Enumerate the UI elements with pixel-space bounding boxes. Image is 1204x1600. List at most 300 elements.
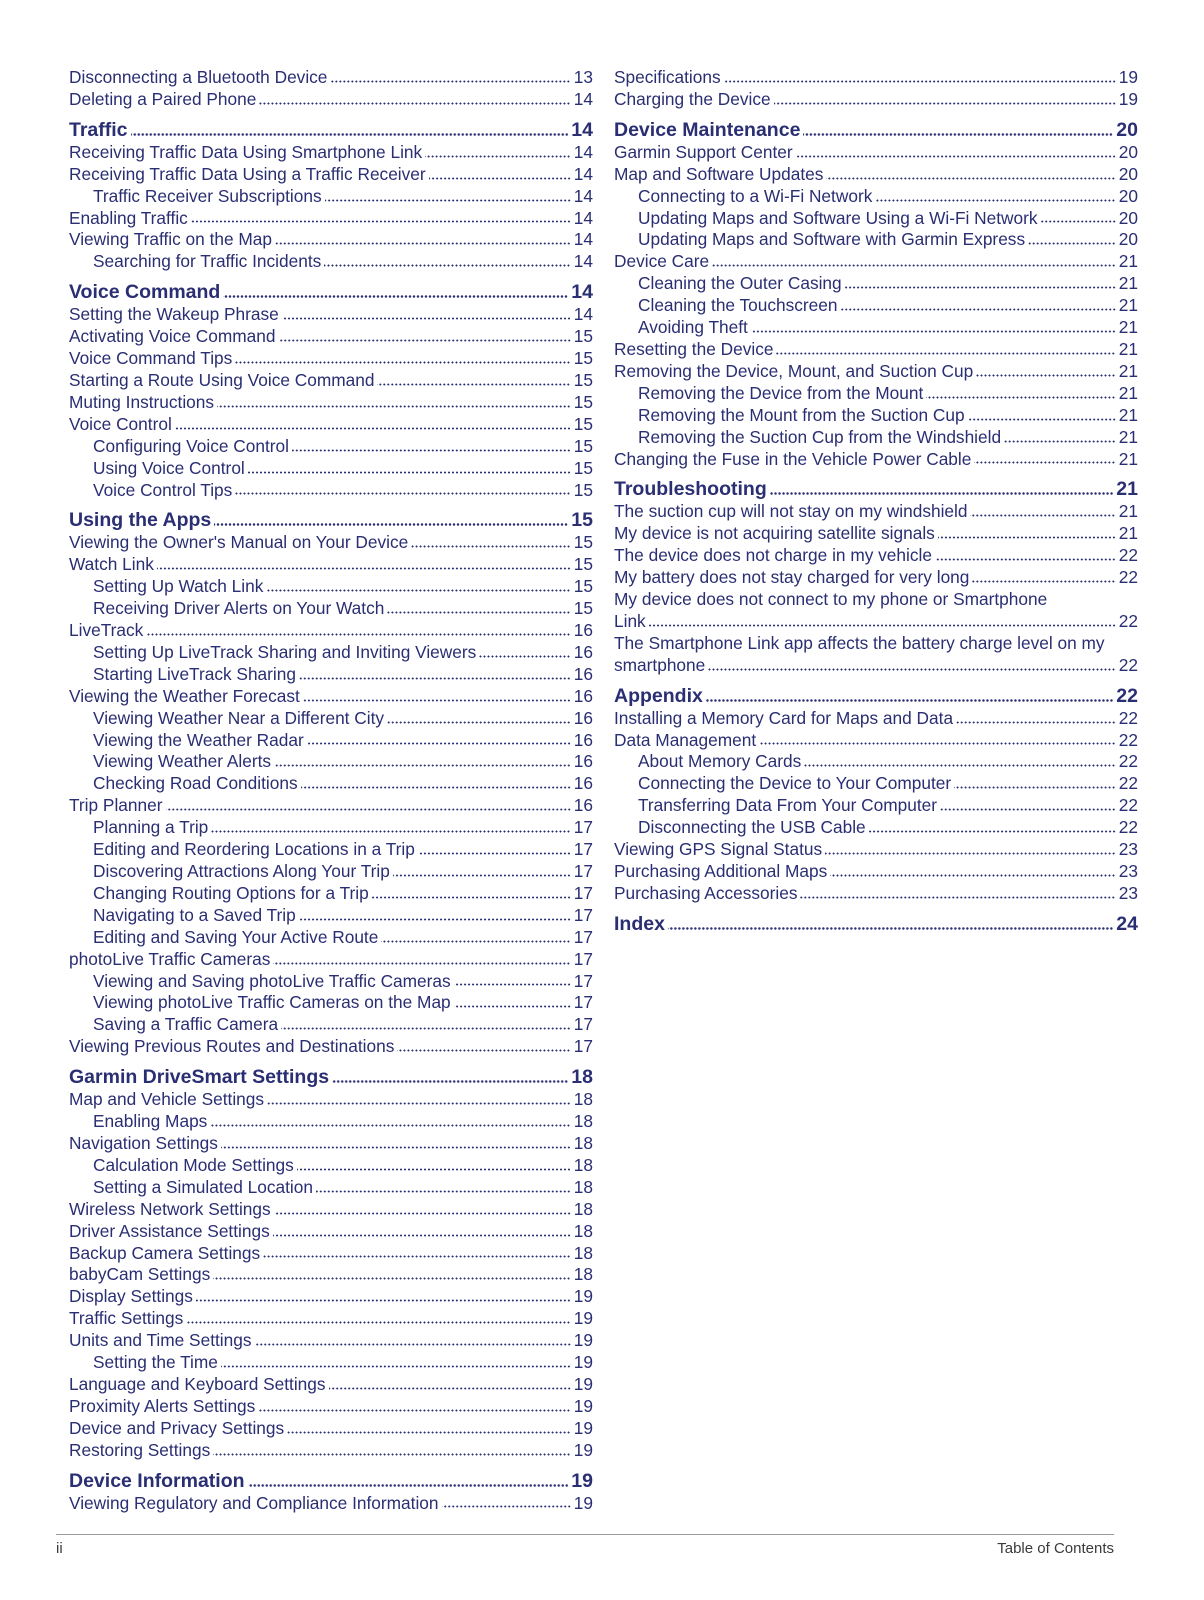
toc-entry-title: Changing Routing Options for a Trip [93, 882, 369, 903]
toc-entry-title: Units and Time Settings [69, 1330, 252, 1351]
toc-page-number: 15 [571, 509, 593, 532]
toc-entry-changing-routing-options-for-a-trip[interactable] [69, 883, 593, 905]
toc-entry-title: Using Voice Control [93, 457, 245, 478]
toc-page-number: 14 [573, 141, 593, 162]
toc-entry-title: Changing the Fuse in the Vehicle Power Cable [614, 448, 972, 469]
toc-page-number: 20 [1116, 118, 1138, 141]
dot-leader [381, 939, 570, 944]
dot-leader [175, 426, 571, 431]
toc-entry-title: Restoring Settings [69, 1439, 211, 1460]
dot-leader [875, 198, 1115, 203]
toc-entry-viewing-weather-alerts[interactable] [69, 751, 593, 773]
toc-page-number: 21 [1118, 382, 1138, 403]
toc-page-number: 17 [573, 904, 593, 925]
toc-entry-title: photoLive Traffic Cameras [69, 948, 271, 969]
dot-leader [442, 1504, 571, 1509]
toc-page-number: 19 [573, 1492, 593, 1513]
toc-entry-removing-the-suction-cup-from-the-windshield[interactable] [614, 427, 1138, 449]
toc-entry-continuation [614, 611, 1138, 633]
dot-leader [393, 873, 571, 878]
toc-entry-title-continued: smartphone [614, 654, 706, 675]
dot-leader [411, 544, 571, 549]
toc-entry-livetrack[interactable] [69, 620, 593, 642]
toc-page-number: 14 [571, 281, 593, 304]
toc-entry-starting-livetrack-sharing[interactable] [69, 664, 593, 686]
toc-entry-charging-the-device[interactable] [614, 89, 1138, 111]
toc-page-number: 15 [573, 413, 593, 434]
toc-entry-using-voice-control[interactable] [69, 458, 593, 480]
toc-entry-viewing-regulatory-and-compliance-information[interactable] [69, 1493, 593, 1515]
toc-entry-title: Enabling Maps [93, 1111, 208, 1132]
toc-entry-title: Device and Privacy Settings [69, 1417, 285, 1438]
toc-entry-traffic-settings[interactable] [69, 1308, 593, 1330]
toc-section-title: Voice Command [69, 281, 221, 304]
toc-entry-title: Cleaning the Outer Casing [638, 273, 842, 294]
dot-leader [131, 132, 569, 137]
toc-page-number: 16 [573, 641, 593, 662]
dot-leader [266, 588, 570, 593]
dot-leader [248, 1483, 569, 1488]
toc-entry-title: Purchasing Additional Maps [614, 861, 828, 881]
toc-entry-saving-a-traffic-camera[interactable] [69, 1014, 593, 1036]
toc-entry-title: Removing the Device from the Mount [638, 382, 924, 403]
toc-entry-backup-camera-settings[interactable] [69, 1243, 593, 1265]
toc-section-title: Troubleshooting [614, 478, 767, 501]
dot-leader [273, 1233, 571, 1238]
toc-section-index[interactable] [614, 912, 1138, 936]
toc-section-title: Index [614, 912, 665, 935]
toc-entry-title: Editing and Saving Your Active Route [93, 926, 379, 947]
dot-leader [926, 395, 1115, 400]
toc-entry-avoiding-theft[interactable] [614, 317, 1138, 339]
toc-entry-title: Viewing photoLive Traffic Cameras on the Map [93, 992, 451, 1013]
dot-leader [292, 448, 571, 453]
dot-leader [770, 491, 1114, 496]
toc-page-number: 18 [573, 1132, 593, 1153]
toc-entry-title: My battery does not stay charged for very long [614, 567, 970, 588]
toc-section-title: Garmin DriveSmart Settings [69, 1066, 330, 1089]
toc-entry-removing-the-device-from-the-mount[interactable] [614, 383, 1138, 405]
toc-entry-traffic-receiver-subscriptions[interactable] [69, 186, 593, 208]
toc-entry-removing-the-device-mount-and-suction-cup[interactable] [614, 361, 1138, 383]
dot-leader [418, 851, 571, 856]
toc-entry-setting-the-time[interactable] [69, 1352, 593, 1374]
dot-leader [804, 763, 1115, 768]
toc-entry-title: Language and Keyboard Settings [69, 1373, 326, 1394]
dot-leader [397, 1048, 570, 1053]
toc-entry-title: Traffic Receiver Subscriptions [93, 185, 322, 206]
toc-page-number: 22 [1118, 817, 1138, 838]
toc-page-number: 20 [1118, 163, 1138, 184]
dot-leader [325, 198, 571, 203]
dot-leader [267, 1101, 571, 1106]
toc-entry-voice-control[interactable] [69, 414, 593, 436]
toc-entry-babycam-settings[interactable] [69, 1264, 593, 1286]
toc-page-number: 22 [1118, 729, 1138, 750]
toc-entry-activating-voice-command[interactable] [69, 326, 593, 348]
dot-leader [281, 1026, 571, 1031]
toc-page-number: 16 [573, 620, 593, 641]
footer-page-number: ii [56, 1540, 63, 1557]
toc-entry-connecting-to-a-wi-fi-network[interactable] [614, 186, 1138, 208]
toc-entry-editing-and-reordering-locations-in-a-trip[interactable] [69, 839, 593, 861]
toc-page-number: 16 [573, 795, 593, 816]
dot-leader [759, 741, 1116, 746]
toc-entry-title: Configuring Voice Control [93, 435, 289, 456]
toc-page-number: 16 [573, 663, 593, 684]
dot-leader [796, 154, 1116, 159]
toc-entry-editing-and-saving-your-active-route[interactable] [69, 927, 593, 949]
toc-page-number: 17 [573, 970, 593, 991]
toc-entry-title: Display Settings [69, 1286, 193, 1307]
toc-page-number: 21 [1118, 523, 1138, 544]
toc-page-number: 15 [573, 554, 593, 575]
toc-page-number: 23 [1118, 839, 1138, 860]
toc-entry-specifications[interactable] [614, 67, 1138, 89]
toc-entry-proximity-alerts-settings[interactable] [69, 1396, 593, 1418]
toc-entry-viewing-gps-signal-status[interactable] [614, 839, 1138, 861]
toc-page-number: 21 [1118, 295, 1138, 316]
toc-section-using-the-apps[interactable] [69, 508, 593, 532]
dot-leader [217, 404, 571, 409]
toc-entry-removing-the-mount-from-the-suction-cup[interactable] [614, 405, 1138, 427]
toc-entry-driver-assistance-settings[interactable] [69, 1221, 593, 1243]
dot-leader [303, 698, 571, 703]
dot-leader [708, 667, 1116, 672]
toc-entry-about-memory-cards[interactable] [614, 751, 1138, 773]
toc-entry-deleting-a-paired-phone[interactable] [69, 89, 593, 111]
toc-page-number: 17 [573, 992, 593, 1013]
toc-page-number: 18 [573, 1198, 593, 1219]
toc-entry-voice-command-tips[interactable] [69, 348, 593, 370]
dot-leader [938, 535, 1116, 540]
dot-leader [774, 101, 1116, 106]
toc-entry-my-device-is-not-acquiring-satellite-signals[interactable] [614, 523, 1138, 545]
toc-page-number: 16 [573, 773, 593, 794]
dot-leader [869, 829, 1116, 834]
dot-leader [479, 654, 570, 659]
toc-page-number: 16 [573, 685, 593, 706]
toc-page-number: 18 [573, 1242, 593, 1263]
toc-entry-title: Specifications [614, 67, 721, 87]
toc-entry-connecting-the-device-to-your-computer[interactable] [614, 773, 1138, 795]
toc-entry-updating-maps-and-software-with-garmin-express[interactable] [614, 229, 1138, 251]
dot-leader [273, 961, 570, 966]
footer-rule [56, 1534, 1114, 1535]
toc-entry-title: Viewing GPS Signal Status [614, 839, 823, 860]
toc-entry-disconnecting-the-usb-cable[interactable] [614, 817, 1138, 839]
dot-leader [274, 763, 571, 768]
toc-entry-setting-up-livetrack-sharing-and-inviting-viewers[interactable] [69, 642, 593, 664]
dot-leader [845, 285, 1116, 290]
toc-section-voice-command[interactable] [69, 280, 593, 304]
dot-leader [970, 513, 1115, 518]
toc-page-number: 21 [1118, 501, 1138, 522]
toc-entry-title: Cleaning the Touchscreen [638, 295, 838, 316]
toc-entry-title: Saving a Traffic Camera [93, 1014, 279, 1035]
toc-entry-enabling-maps[interactable] [69, 1111, 593, 1133]
toc-entry-title: Purchasing Accessories [614, 882, 798, 903]
toc-entry-device-care[interactable] [614, 251, 1138, 273]
dot-leader [210, 1123, 570, 1128]
toc-section-title: Device Maintenance [614, 118, 801, 141]
toc-section-device-information[interactable] [69, 1469, 593, 1493]
toc-entry-title: Enabling Traffic [69, 207, 188, 228]
toc-entry-cleaning-the-outer-casing[interactable] [614, 273, 1138, 295]
dot-leader [332, 1079, 568, 1084]
toc-page-number: 22 [1118, 773, 1138, 794]
dot-leader [825, 851, 1116, 856]
toc-entry-starting-a-route-using-voice-command[interactable] [69, 370, 593, 392]
toc-entry-title: Updating Maps and Software with Garmin Express [638, 229, 1026, 250]
dot-leader [940, 807, 1116, 812]
toc-page-number: 18 [573, 1089, 593, 1110]
toc-entry-title: Watch Link [69, 554, 154, 575]
toc-page-number: 19 [573, 1417, 593, 1438]
toc-entry-map-and-vehicle-settings[interactable] [69, 1089, 593, 1111]
toc-page-number: 21 [1118, 317, 1138, 338]
toc-entry-title: Charging the Device [614, 88, 771, 109]
toc-entry-garmin-support-center[interactable] [614, 142, 1138, 164]
toc-page-number: 14 [573, 207, 593, 228]
toc-page-number: 17 [573, 948, 593, 969]
toc-entry-title: About Memory Cards [638, 751, 802, 772]
dot-leader [279, 338, 571, 343]
dot-leader [1004, 439, 1116, 444]
toc-entry-title: Muting Instructions [69, 391, 215, 412]
toc-page-number: 19 [1118, 88, 1138, 109]
dot-leader [274, 1211, 571, 1216]
toc-section-device-maintenance[interactable] [614, 118, 1138, 142]
dot-leader [213, 1276, 571, 1281]
toc-entry-title: Disconnecting the USB Cable [638, 817, 866, 838]
toc-entry-title: Backup Camera Settings [69, 1242, 261, 1263]
toc-entry-installing-a-memory-card-for-maps-and-data[interactable] [614, 708, 1138, 730]
toc-entry-data-management[interactable] [614, 730, 1138, 752]
toc-entry-discovering-attractions-along-your-trip[interactable] [69, 861, 593, 883]
toc-entry-viewing-and-saving-photolive-traffic-cameras[interactable] [69, 971, 593, 993]
toc-entry-navigating-to-a-saved-trip[interactable] [69, 905, 593, 927]
toc-entry-title: Resetting the Device [614, 338, 774, 359]
toc-page-number: 24 [1116, 912, 1138, 935]
toc-entry-title: Discovering Attractions Along Your Trip [93, 861, 390, 881]
toc-entry-title: Data Management [614, 729, 757, 750]
toc-entry-title: Viewing the Weather Radar [93, 729, 304, 750]
toc-entry-receiving-traffic-data-using-a-traffic-receiver[interactable] [69, 164, 593, 186]
toc-entry-changing-the-fuse-in-the-vehicle-power-cable[interactable] [614, 449, 1138, 471]
dot-leader [235, 491, 570, 496]
toc-entry-my-device-does-not-connect-to-my-phone-or-smartphone[interactable] [614, 589, 1138, 633]
toc-entry-viewing-traffic-on-the-map[interactable] [69, 229, 593, 251]
toc-page-number: 16 [573, 729, 593, 750]
toc-entry-display-settings[interactable] [69, 1286, 593, 1308]
toc-entry-map-and-software-updates[interactable] [614, 164, 1138, 186]
toc-entry-watch-link[interactable] [69, 554, 593, 576]
toc-right-column [614, 67, 1138, 936]
toc-entry-title: Starting a Route Using Voice Command [69, 369, 375, 390]
toc-entry-voice-control-tips[interactable] [69, 480, 593, 502]
toc-page-number: 19 [573, 1330, 593, 1351]
toc-entry-title: Editing and Reordering Locations in a Trip [93, 839, 415, 860]
toc-entry-calculation-mode-settings[interactable] [69, 1155, 593, 1177]
toc-entry-disconnecting-a-bluetooth-device[interactable] [69, 67, 593, 89]
dot-leader [841, 307, 1116, 312]
dot-leader [956, 720, 1116, 725]
toc-page-number: 14 [573, 251, 593, 272]
toc-entry-title: Trip Planner [69, 795, 163, 816]
toc-entry-receiving-driver-alerts-on-your-watch[interactable] [69, 598, 593, 620]
toc-page-number: 15 [573, 391, 593, 412]
toc-entry-planning-a-trip[interactable] [69, 817, 593, 839]
toc-page-number: 19 [1118, 67, 1138, 87]
toc-section-title: Using the Apps [69, 509, 212, 532]
toc-page-number: 17 [573, 1014, 593, 1035]
toc-page-number: 22 [1118, 707, 1138, 728]
toc-page-number: 17 [573, 817, 593, 838]
dot-leader [974, 460, 1115, 465]
toc-entry-viewing-the-weather-radar[interactable] [69, 730, 593, 752]
toc-page-number: 14 [573, 88, 593, 109]
dot-leader [826, 176, 1115, 181]
dot-leader [830, 873, 1116, 878]
toc-entry-viewing-the-owner-s-manual-on-your-device[interactable] [69, 532, 593, 554]
toc-page-number: 15 [573, 348, 593, 369]
dot-leader [377, 382, 570, 387]
toc-page-number: 15 [573, 479, 593, 500]
toc-page-number: 15 [573, 457, 593, 478]
dot-leader [330, 79, 570, 84]
toc-entry-wireless-network-settings[interactable] [69, 1199, 593, 1221]
toc-entry-restoring-settings[interactable] [69, 1440, 593, 1462]
toc-page-number: 18 [573, 1264, 593, 1285]
toc-page-number: 18 [571, 1066, 593, 1089]
toc-page-number: 15 [573, 435, 593, 456]
toc-entry-the-device-does-not-charge-in-my-vehicle[interactable] [614, 545, 1138, 567]
toc-page-number: 21 [1118, 426, 1138, 447]
toc-entry-title: Setting a Simulated Location [93, 1176, 313, 1197]
dot-leader [803, 132, 1113, 137]
toc-entry-title: Checking Road Conditions [93, 773, 298, 794]
toc-entry-enabling-traffic[interactable] [69, 208, 593, 230]
toc-entry-title: Proximity Alerts Settings [69, 1395, 256, 1416]
toc-entry-updating-maps-and-software-using-a-wi-fi-network[interactable] [614, 208, 1138, 230]
toc-page-number: 20 [1118, 141, 1138, 162]
toc-entry-checking-road-conditions[interactable] [69, 773, 593, 795]
dot-leader [372, 895, 571, 900]
toc-entry-muting-instructions[interactable] [69, 392, 593, 414]
toc-entry-trip-planner[interactable] [69, 795, 593, 817]
toc-section-title: Appendix [614, 684, 703, 707]
toc-page-number: 22 [1116, 684, 1138, 707]
toc-entry-title: Planning a Trip [93, 817, 209, 838]
dot-leader [954, 785, 1116, 790]
toc-section-garmin-drivesmart-settings[interactable] [69, 1065, 593, 1089]
toc-entry-title: Device Care [614, 251, 710, 272]
toc-entry-title: My device is not acquiring satellite signals [614, 523, 935, 544]
dot-leader [724, 79, 1116, 84]
toc-page-number: 19 [573, 1352, 593, 1373]
toc-entry-cleaning-the-touchscreen[interactable] [614, 295, 1138, 317]
toc-entry-purchasing-additional-maps[interactable] [614, 861, 1138, 883]
toc-page-number: 19 [573, 1308, 593, 1329]
toc-entry-title: babyCam Settings [69, 1264, 211, 1285]
toc-entry-title: Removing the Device, Mount, and Suction Cup [614, 360, 974, 381]
toc-entry-setting-up-watch-link[interactable] [69, 576, 593, 598]
dot-leader [255, 1342, 571, 1347]
toc-entry-title: Garmin Support Center [614, 141, 793, 162]
toc-page-number: 14 [573, 163, 593, 184]
toc-entry-photolive-traffic-cameras[interactable] [69, 949, 593, 971]
toc-entry-resetting-the-device[interactable] [614, 339, 1138, 361]
toc-entry-device-and-privacy-settings[interactable] [69, 1418, 593, 1440]
toc-entry-title: Viewing Previous Routes and Destinations [69, 1036, 395, 1057]
toc-entry-viewing-previous-routes-and-destinations[interactable] [69, 1036, 593, 1058]
toc-page-number: 21 [1118, 338, 1138, 359]
toc-entry-title: Setting Up LiveTrack Sharing and Inviting Viewers [93, 641, 477, 662]
toc-entry-setting-a-simulated-location[interactable] [69, 1177, 593, 1199]
toc-page-number: 15 [573, 369, 593, 390]
toc-entry-the-suction-cup-will-not-stay-on-my-windshield[interactable] [614, 501, 1138, 523]
toc-page-number: 14 [571, 118, 593, 141]
dot-leader [221, 1364, 571, 1369]
toc-entry-title: Searching for Traffic Incidents [93, 251, 322, 272]
toc-page-number: 14 [573, 304, 593, 325]
toc-section-troubleshooting[interactable] [614, 477, 1138, 501]
toc-entry-units-and-time-settings[interactable] [69, 1330, 593, 1352]
toc-entry-my-battery-does-not-stay-charged-for-very-long[interactable] [614, 567, 1138, 589]
toc-page-number: 16 [573, 707, 593, 728]
toc-section-traffic[interactable] [69, 118, 593, 142]
dot-leader [211, 829, 570, 834]
dot-leader [935, 557, 1116, 562]
toc-entry-title: Driver Assistance Settings [69, 1220, 270, 1241]
toc-entry-receiving-traffic-data-using-smartphone-link[interactable] [69, 142, 593, 164]
toc-entry-title: Map and Vehicle Settings [69, 1089, 265, 1110]
toc-entry-viewing-the-weather-forecast[interactable] [69, 686, 593, 708]
dot-leader [301, 785, 571, 790]
toc-entry-viewing-weather-near-a-different-city[interactable] [69, 708, 593, 730]
toc-entry-viewing-photolive-traffic-cameras-on-the-map[interactable] [69, 992, 593, 1014]
dot-leader [668, 926, 1113, 931]
toc-entry-title: Deleting a Paired Phone [69, 88, 257, 109]
toc-entry-language-and-keyboard-settings[interactable] [69, 1374, 593, 1396]
toc-entry-transferring-data-from-your-computer[interactable] [614, 795, 1138, 817]
toc-page-number: 22 [1118, 567, 1138, 588]
dot-leader [387, 720, 571, 725]
toc-page-number: 16 [573, 751, 593, 772]
toc-entry-purchasing-accessories[interactable] [614, 883, 1138, 905]
toc-entry-title: Updating Maps and Software Using a Wi-Fi Network [638, 207, 1038, 228]
dot-leader [751, 329, 1116, 334]
toc-entry-navigation-settings[interactable] [69, 1133, 593, 1155]
toc-page-number: 17 [573, 882, 593, 903]
toc-entry-title: Setting the Time [93, 1352, 218, 1373]
toc-page-number: 22 [1118, 545, 1138, 566]
toc-entry-title: The Smartphone Link app affects the battery charge level on my [614, 632, 1105, 653]
toc-entry-title: Setting the Wakeup Phrase [69, 304, 279, 325]
toc-page-number: 15 [573, 326, 593, 347]
toc-page-number: 15 [573, 598, 593, 619]
toc-entry-searching-for-traffic-incidents[interactable] [69, 251, 593, 273]
toc-page-number: 22 [1118, 795, 1138, 816]
toc-entry-title: Connecting to a Wi-Fi Network [638, 185, 873, 206]
toc-section-appendix[interactable] [614, 684, 1138, 708]
toc-entry-setting-the-wakeup-phrase[interactable] [69, 304, 593, 326]
toc-entry-configuring-voice-control[interactable] [69, 436, 593, 458]
toc-page-number: 23 [1118, 861, 1138, 881]
toc-entry-the-smartphone-link-app-affects-the-battery-charge-level-on-my[interactable] [614, 633, 1138, 677]
toc-entry-title-continued: Link [614, 610, 646, 631]
